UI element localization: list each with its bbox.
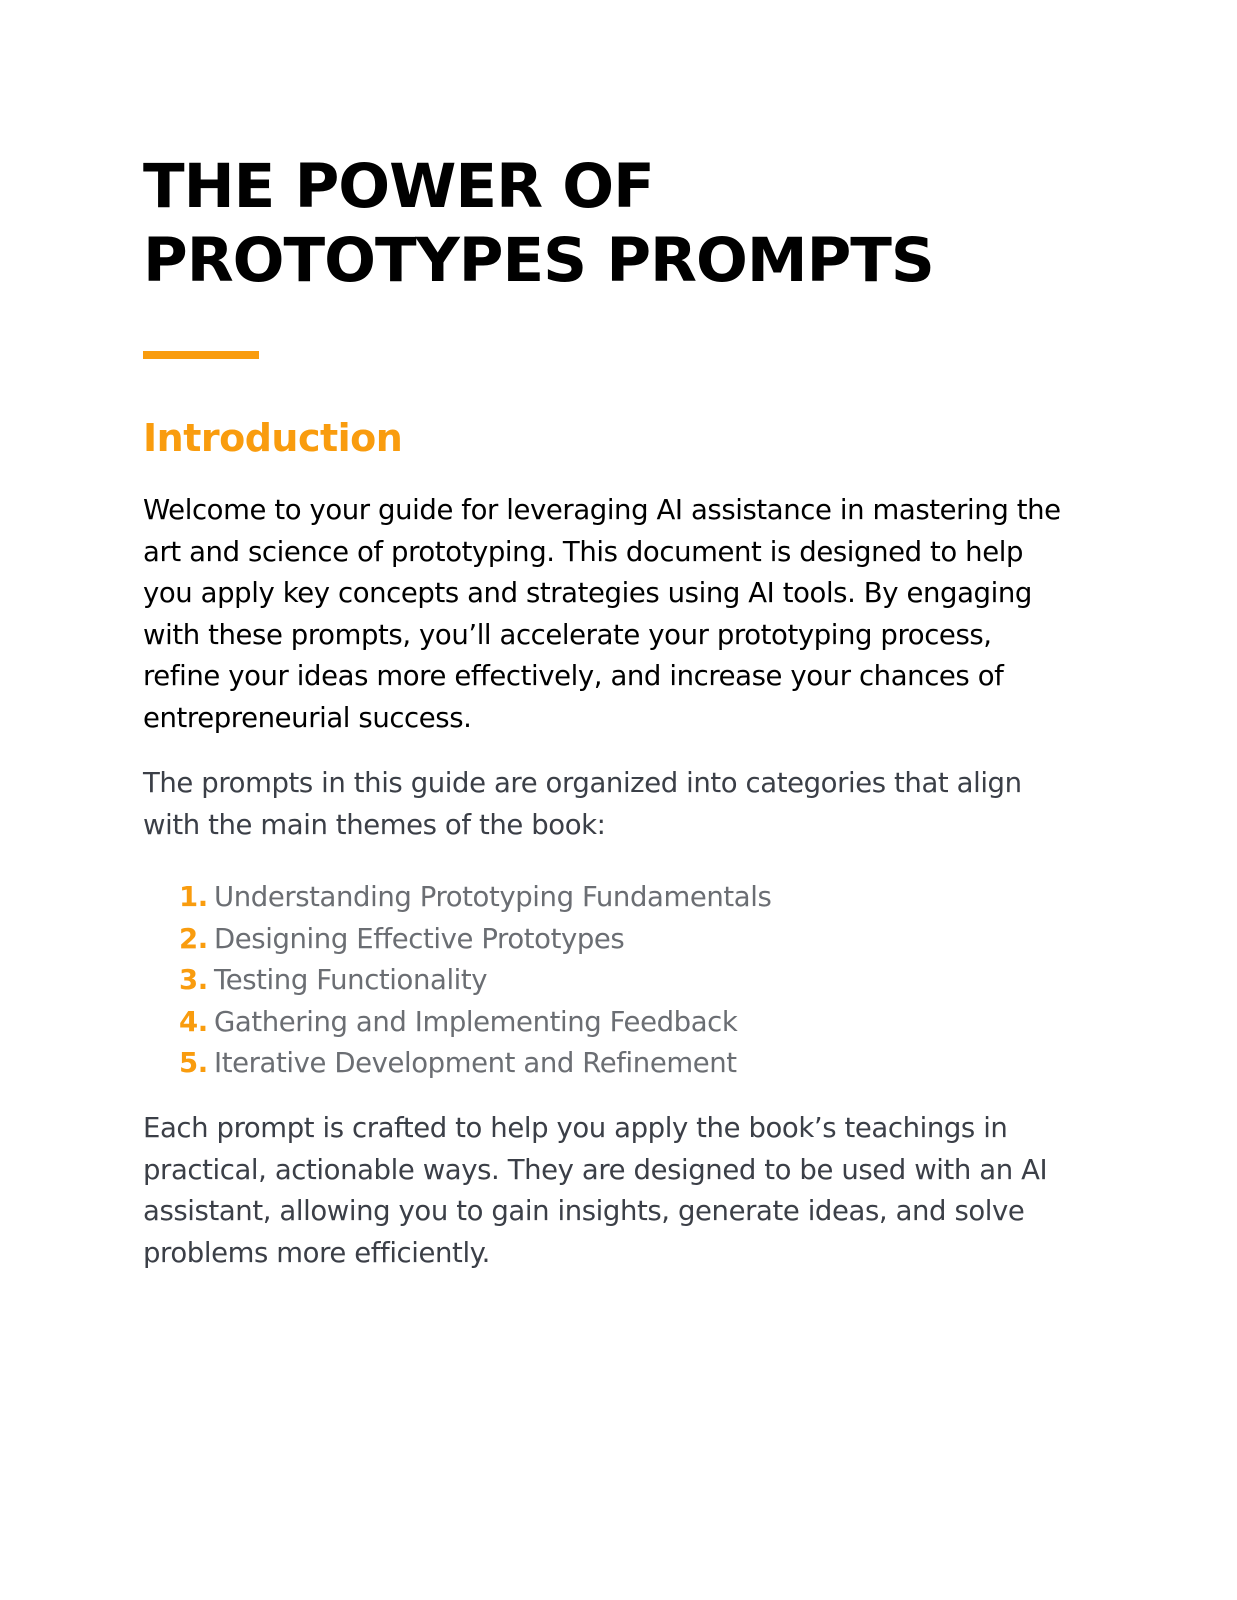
- usage-paragraph: Each prompt is crafted to help you apply the book’s teachings in practical, actionable ways. They are designed to be used with an AI assistant, allowing you to gain insights, generate ideas, and solve problems more efficiently.: [143, 1112, 1048, 1269]
- intro-paragraph: Welcome to your guide for leveraging AI assistance in mastering the art and science of prototyping. This document is designed to help you apply key concepts and strategies using AI tools. By engaging with these prompts, you’ll accelerate your prototyping process, refine your ideas more effectively, and increase your chances of entrepreneurial success.: [143, 494, 1061, 734]
- list-item: [179, 1043, 771, 1085]
- list-item: [179, 919, 771, 961]
- list-item-number: 3.: [179, 964, 208, 997]
- list-item-label: Designing Effective Prototypes: [214, 922, 625, 955]
- list-item-label: Gathering and Implementing Feedback: [214, 1005, 738, 1038]
- list-item-number: 4.: [179, 1005, 208, 1038]
- list-item: [179, 877, 771, 919]
- list-item-label: Understanding Prototyping Fundamentals: [214, 881, 772, 913]
- list-item-number: 5.: [179, 1047, 208, 1080]
- title-accent-divider: [143, 351, 259, 359]
- category-list: [179, 877, 771, 1085]
- section-heading-introduction: Introduction: [143, 416, 403, 460]
- list-item: [179, 1002, 771, 1044]
- list-item-number: 1.: [179, 881, 208, 913]
- list-item-label: Testing Functionality: [214, 964, 488, 997]
- categories-paragraph: The prompts in this guide are organized into categories that align with the main themes of the book:: [143, 767, 1022, 841]
- list-item-number: 2.: [179, 922, 208, 955]
- list-item-label: Iterative Development and Refinement: [214, 1047, 737, 1080]
- document-title: THE POWER OF PROTOTYPES PROMPTS: [143, 151, 934, 296]
- list-item: [179, 960, 771, 1002]
